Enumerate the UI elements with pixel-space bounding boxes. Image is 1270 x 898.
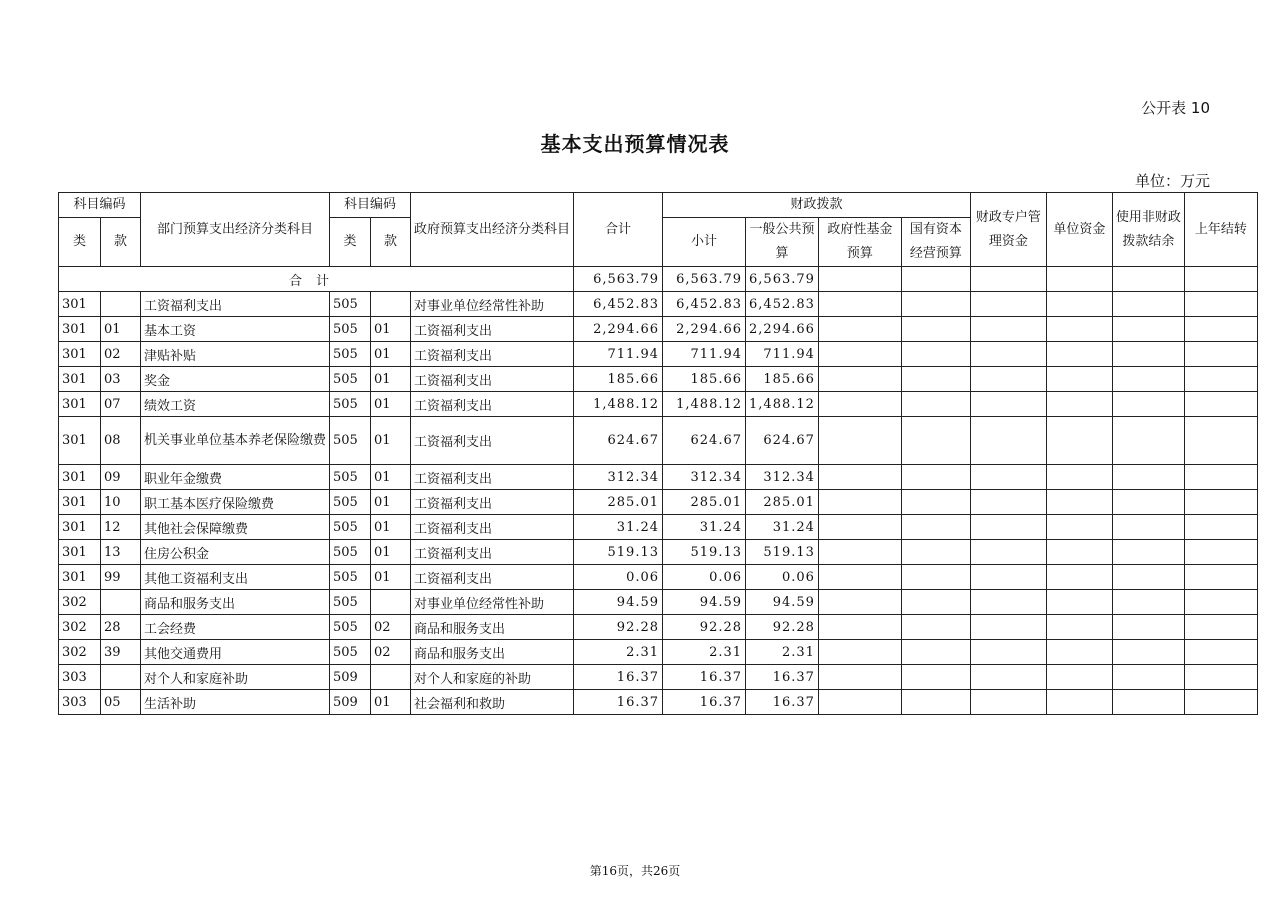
header-fiscal: 财政拨款 [663,193,971,218]
gov-code-kuan [371,292,411,317]
subject: 奖金 [141,367,330,392]
empty-cell [1112,690,1184,715]
subtotal-cell: 2.31 [663,640,746,665]
empty-cell [1184,665,1257,690]
general-cell: 2,294.66 [746,317,819,342]
total-cell: 94.59 [574,590,663,615]
empty-cell [1112,417,1184,465]
empty-cell [1046,615,1112,640]
empty-cell [1046,540,1112,565]
empty-cell [1046,317,1112,342]
code-kuan [101,590,141,615]
empty-cell [818,690,901,715]
gov-code-lei: 505 [330,417,371,465]
subject: 工会经费 [141,615,330,640]
empty-cell [901,515,970,540]
empty-cell [818,615,901,640]
code-kuan: 39 [101,640,141,665]
empty-cell [970,690,1046,715]
gov-code-kuan: 01 [371,317,411,342]
empty-cell [818,590,901,615]
empty-cell [970,665,1046,690]
gov-subject: 对事业单位经常性补助 [411,292,574,317]
gov-code-kuan: 01 [371,490,411,515]
empty-cell [1184,417,1257,465]
header-gov-code: 科目编码 [330,193,411,218]
total-row [59,267,1258,292]
total-cell: 624.67 [574,417,663,465]
gov-code-lei: 505 [330,540,371,565]
gov-subject: 工资福利支出 [411,342,574,367]
subtotal-cell: 0.06 [663,565,746,590]
empty-cell [818,267,901,292]
gov-code-lei: 505 [330,342,371,367]
empty-cell [818,292,901,317]
gov-code-lei: 509 [330,690,371,715]
gov-code-lei: 505 [330,590,371,615]
gov-code-kuan: 01 [371,465,411,490]
total-cell: 92.28 [574,615,663,640]
general-cell: 624.67 [746,417,819,465]
empty-cell [970,465,1046,490]
subject: 职业年金缴费 [141,465,330,490]
subject: 其他社会保障缴费 [141,515,330,540]
header-lastyear: 上年结转 [1184,193,1257,267]
total-subtotal: 6,563.79 [663,267,746,292]
code-lei: 301 [59,367,101,392]
empty-cell [901,540,970,565]
total-general: 6,563.79 [746,267,819,292]
empty-cell [1112,665,1184,690]
subtotal-cell: 6,452.83 [663,292,746,317]
empty-cell [901,665,970,690]
gov-code-kuan: 01 [371,565,411,590]
code-kuan: 08 [101,417,141,465]
header-dept-subject: 部门预算支出经济分类科目 [141,193,330,267]
code-lei: 303 [59,665,101,690]
empty-cell [1184,690,1257,715]
gov-subject: 工资福利支出 [411,317,574,342]
empty-cell [818,665,901,690]
general-cell: 285.01 [746,490,819,515]
empty-cell [970,342,1046,367]
table-header [59,193,1258,267]
general-cell: 94.59 [746,590,819,615]
header-subtotal: 小计 [663,218,746,267]
table-row [59,515,1258,540]
unit-label: 单位：万元 [1134,172,1210,190]
header-total: 合计 [574,193,663,267]
gov-subject: 对个人和家庭的补助 [411,665,574,690]
empty-cell [901,367,970,392]
header-gov-kuan: 款 [371,218,411,267]
empty-cell [818,392,901,417]
code-lei: 302 [59,590,101,615]
gov-code-kuan: 01 [371,540,411,565]
empty-cell [901,392,970,417]
empty-cell [970,540,1046,565]
subtotal-cell: 312.34 [663,465,746,490]
table-row [59,367,1258,392]
general-cell: 185.66 [746,367,819,392]
gov-subject: 工资福利支出 [411,392,574,417]
subtotal-cell: 285.01 [663,490,746,515]
code-lei: 301 [59,515,101,540]
subject: 绩效工资 [141,392,330,417]
empty-cell [1184,342,1257,367]
empty-cell [970,367,1046,392]
header-unitfund: 单位资金 [1046,193,1112,267]
gov-code-kuan: 01 [371,342,411,367]
empty-cell [1184,540,1257,565]
table-row [59,565,1258,590]
code-kuan [101,665,141,690]
table-row [59,665,1258,690]
gov-code-lei: 505 [330,515,371,540]
subject: 基本工资 [141,317,330,342]
general-cell: 92.28 [746,615,819,640]
empty-cell [1184,317,1257,342]
empty-cell [901,465,970,490]
subtotal-cell: 1,488.12 [663,392,746,417]
code-lei: 301 [59,565,101,590]
gov-code-lei: 505 [330,640,371,665]
empty-cell [1046,665,1112,690]
empty-cell [970,615,1046,640]
subject: 机关事业单位基本养老保险缴费 [141,417,330,465]
code-kuan: 05 [101,690,141,715]
empty-cell [1184,267,1257,292]
subject: 其他工资福利支出 [141,565,330,590]
subject: 职工基本医疗保险缴费 [141,490,330,515]
table-row [59,690,1258,715]
table-row [59,417,1258,465]
subject: 对个人和家庭补助 [141,665,330,690]
header-govfund: 政府性基金预算 [818,218,901,267]
general-cell: 16.37 [746,665,819,690]
gov-code-kuan: 01 [371,392,411,417]
header-dept-kuan: 款 [101,218,141,267]
gov-code-lei: 505 [330,615,371,640]
empty-cell [818,490,901,515]
code-lei: 302 [59,640,101,665]
table-row [59,640,1258,665]
code-lei: 301 [59,490,101,515]
empty-cell [1184,565,1257,590]
empty-cell [1046,515,1112,540]
budget-table [58,192,1258,715]
empty-cell [1112,565,1184,590]
total-cell: 31.24 [574,515,663,540]
gov-code-lei: 505 [330,317,371,342]
subtotal-cell: 711.94 [663,342,746,367]
gov-subject: 工资福利支出 [411,490,574,515]
subject: 生活补助 [141,690,330,715]
empty-cell [1046,292,1112,317]
empty-cell [970,267,1046,292]
code-lei: 301 [59,392,101,417]
total-cell: 285.01 [574,490,663,515]
empty-cell [1112,515,1184,540]
table-row [59,540,1258,565]
empty-cell [1184,615,1257,640]
header-stateasset: 国有资本经营预算 [901,218,970,267]
table-row [59,490,1258,515]
code-kuan [101,292,141,317]
empty-cell [1046,342,1112,367]
code-kuan: 13 [101,540,141,565]
table-id: 公开表 10 [1141,99,1210,117]
general-cell: 31.24 [746,515,819,540]
gov-subject: 工资福利支出 [411,540,574,565]
gov-code-lei: 505 [330,292,371,317]
empty-cell [970,392,1046,417]
general-cell: 16.37 [746,690,819,715]
empty-cell [901,292,970,317]
empty-cell [1112,590,1184,615]
empty-cell [1184,590,1257,615]
total-cell: 0.06 [574,565,663,590]
general-cell: 1,488.12 [746,392,819,417]
empty-cell [901,640,970,665]
header-gov-subject: 政府预算支出经济分类科目 [411,193,574,267]
subtotal-cell: 2,294.66 [663,317,746,342]
gov-subject: 工资福利支出 [411,565,574,590]
table-row [59,615,1258,640]
empty-cell [1046,367,1112,392]
gov-code-lei: 505 [330,392,371,417]
empty-cell [818,540,901,565]
gov-code-kuan: 01 [371,690,411,715]
gov-subject: 工资福利支出 [411,417,574,465]
total-label: 合计 [59,267,574,292]
empty-cell [1184,392,1257,417]
empty-cell [901,615,970,640]
general-cell: 6,452.83 [746,292,819,317]
empty-cell [970,292,1046,317]
gov-code-kuan: 02 [371,640,411,665]
total-cell: 2.31 [574,640,663,665]
subtotal-cell: 94.59 [663,590,746,615]
total-cell: 6,452.83 [574,292,663,317]
empty-cell [1184,490,1257,515]
empty-cell [1184,515,1257,540]
gov-code-lei: 505 [330,465,371,490]
code-lei: 301 [59,465,101,490]
empty-cell [1046,490,1112,515]
empty-cell [970,565,1046,590]
empty-cell [1112,292,1184,317]
code-kuan: 10 [101,490,141,515]
table-row [59,292,1258,317]
subject: 住房公积金 [141,540,330,565]
gov-code-kuan: 01 [371,417,411,465]
empty-cell [1112,540,1184,565]
table-body [59,267,1258,715]
code-kuan: 07 [101,392,141,417]
empty-cell [1112,317,1184,342]
empty-cell [818,515,901,540]
empty-cell [901,590,970,615]
empty-cell [818,465,901,490]
subject: 其他交通费用 [141,640,330,665]
empty-cell [818,342,901,367]
general-cell: 2.31 [746,640,819,665]
table-row [59,342,1258,367]
empty-cell [970,515,1046,540]
general-cell: 312.34 [746,465,819,490]
empty-cell [970,490,1046,515]
empty-cell [1046,690,1112,715]
code-kuan: 03 [101,367,141,392]
code-lei: 301 [59,417,101,465]
subtotal-cell: 16.37 [663,690,746,715]
gov-code-lei: 505 [330,565,371,590]
gov-subject: 商品和服务支出 [411,615,574,640]
header-general: 一般公共预算 [746,218,819,267]
subtotal-cell: 624.67 [663,417,746,465]
empty-cell [1046,640,1112,665]
total-cell: 519.13 [574,540,663,565]
empty-cell [818,317,901,342]
empty-cell [1112,342,1184,367]
empty-cell [901,342,970,367]
empty-cell [901,690,970,715]
general-cell: 519.13 [746,540,819,565]
total-cell: 711.94 [574,342,663,367]
code-lei: 301 [59,292,101,317]
page-footer: 第16页，共26页 [589,864,681,878]
general-cell: 711.94 [746,342,819,367]
gov-code-kuan [371,665,411,690]
header-dept-code: 科目编码 [59,193,141,218]
empty-cell [970,417,1046,465]
gov-code-lei: 505 [330,490,371,515]
total-cell: 2,294.66 [574,317,663,342]
gov-code-lei: 509 [330,665,371,690]
table-row [59,317,1258,342]
header-gov-lei: 类 [330,218,371,267]
header-special: 财政专户管理资金 [970,193,1046,267]
gov-subject: 工资福利支出 [411,367,574,392]
empty-cell [901,565,970,590]
code-kuan: 12 [101,515,141,540]
header-nonfiscal: 使用非财政拨款结余 [1112,193,1184,267]
subtotal-cell: 519.13 [663,540,746,565]
empty-cell [818,565,901,590]
code-lei: 301 [59,317,101,342]
gov-code-kuan: 02 [371,615,411,640]
empty-cell [1046,417,1112,465]
empty-cell [1046,392,1112,417]
empty-cell [1112,392,1184,417]
header-dept-lei: 类 [59,218,101,267]
gov-code-kuan: 01 [371,367,411,392]
gov-subject: 工资福利支出 [411,465,574,490]
empty-cell [1112,465,1184,490]
subject: 商品和服务支出 [141,590,330,615]
empty-cell [1112,267,1184,292]
table-row [59,590,1258,615]
empty-cell [970,640,1046,665]
general-cell: 0.06 [746,565,819,590]
empty-cell [818,367,901,392]
code-lei: 301 [59,342,101,367]
table-row [59,392,1258,417]
empty-cell [1112,640,1184,665]
empty-cell [901,417,970,465]
empty-cell [901,317,970,342]
empty-cell [901,267,970,292]
subject: 工资福利支出 [141,292,330,317]
code-kuan: 01 [101,317,141,342]
empty-cell [818,640,901,665]
total-cell: 185.66 [574,367,663,392]
code-lei: 303 [59,690,101,715]
gov-code-kuan [371,590,411,615]
subject: 津贴补贴 [141,342,330,367]
subtotal-cell: 16.37 [663,665,746,690]
empty-cell [1184,367,1257,392]
total-total: 6,563.79 [574,267,663,292]
empty-cell [1184,640,1257,665]
code-kuan: 28 [101,615,141,640]
page-title: 基本支出预算情况表 [540,132,730,156]
total-cell: 16.37 [574,690,663,715]
empty-cell [970,590,1046,615]
code-lei: 302 [59,615,101,640]
gov-subject: 社会福利和救助 [411,690,574,715]
gov-code-lei: 505 [330,367,371,392]
code-kuan: 02 [101,342,141,367]
gov-code-kuan: 01 [371,515,411,540]
empty-cell [1184,292,1257,317]
subtotal-cell: 31.24 [663,515,746,540]
empty-cell [1046,565,1112,590]
empty-cell [1046,590,1112,615]
empty-cell [1112,490,1184,515]
empty-cell [1112,615,1184,640]
empty-cell [970,317,1046,342]
empty-cell [1112,367,1184,392]
subtotal-cell: 185.66 [663,367,746,392]
empty-cell [1046,465,1112,490]
code-kuan: 09 [101,465,141,490]
empty-cell [1046,267,1112,292]
table-row [59,465,1258,490]
code-lei: 301 [59,540,101,565]
gov-subject: 对事业单位经常性补助 [411,590,574,615]
code-kuan: 99 [101,565,141,590]
gov-subject: 商品和服务支出 [411,640,574,665]
empty-cell [1184,465,1257,490]
total-cell: 16.37 [574,665,663,690]
empty-cell [818,417,901,465]
gov-subject: 工资福利支出 [411,515,574,540]
total-cell: 312.34 [574,465,663,490]
empty-cell [901,490,970,515]
subtotal-cell: 92.28 [663,615,746,640]
total-cell: 1,488.12 [574,392,663,417]
